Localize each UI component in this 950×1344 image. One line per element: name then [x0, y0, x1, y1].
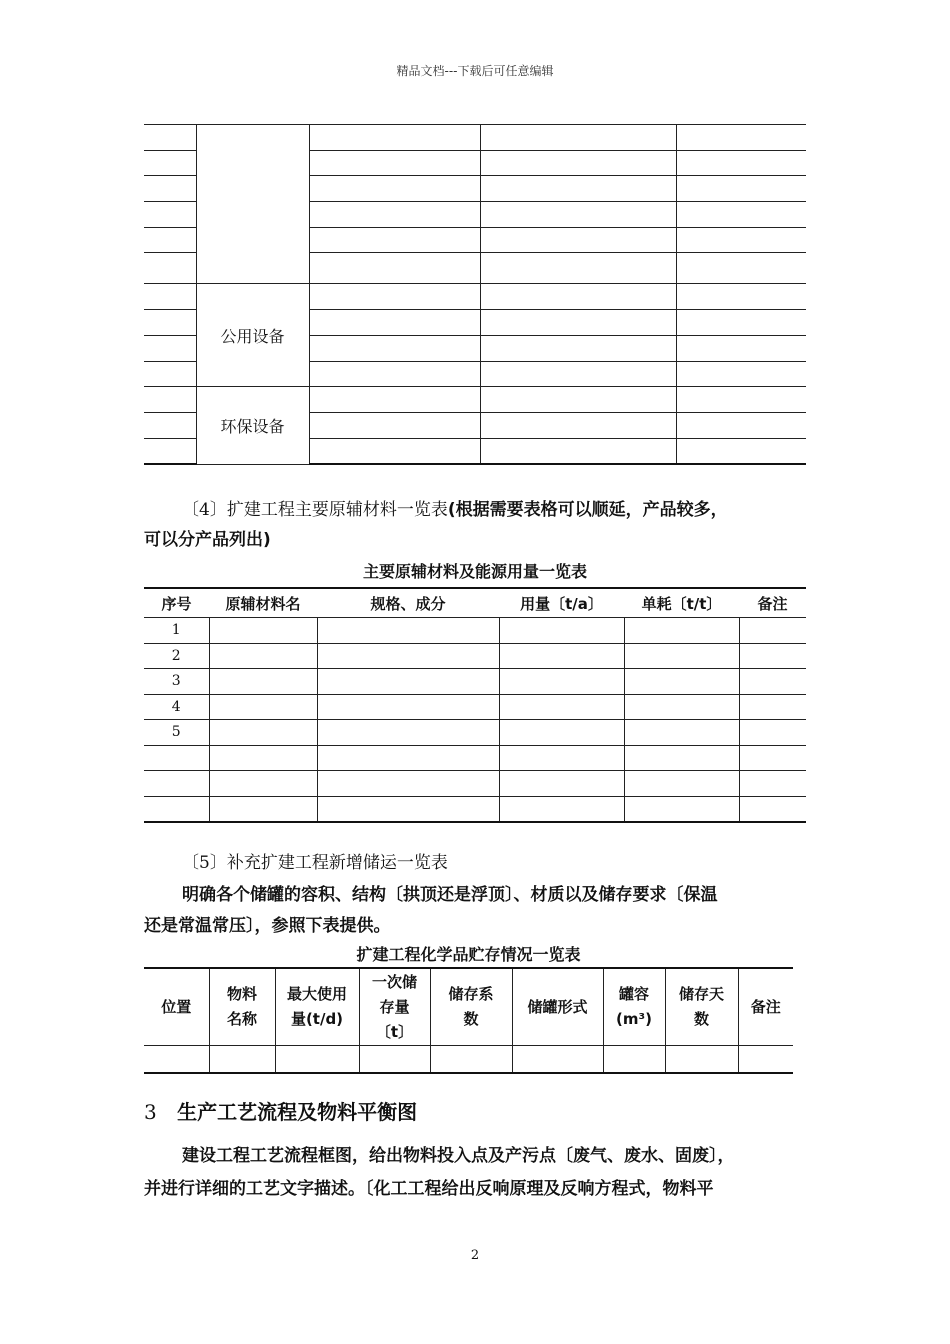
table-row	[144, 796, 806, 822]
row-number: 2	[144, 643, 209, 669]
col-header: 最大使用量(t/d)	[275, 968, 359, 1046]
row-number: 1	[144, 618, 209, 644]
col-header: 备注	[739, 588, 806, 618]
col-header: 用量〔t/a〕	[499, 588, 624, 618]
table-row	[144, 125, 806, 151]
section5-line1: 明确各个储罐的容积、结构〔拱顶还是浮顶〕、材质以及储存要求〔保温	[182, 885, 718, 905]
page-header: 精品文档---下载后可任意编辑	[396, 64, 554, 78]
col-header: 一次储存量〔t〕	[359, 968, 430, 1046]
section5-line2: 还是常温常压〕，参照下表提供。	[144, 916, 391, 936]
row-number: 5	[144, 720, 209, 746]
equipment-table	[144, 124, 806, 465]
category-public-equipment: 公用设备	[196, 284, 309, 387]
section3-line1: 建设工程工艺流程框图，给出物料投入点及产污点〔废气、废水、固废〕，	[182, 1146, 735, 1166]
section3-title: 生产工艺流程及物料平衡图	[177, 1100, 418, 1124]
table-header-row	[144, 588, 806, 618]
table-row	[144, 284, 806, 310]
col-header: 物料名称	[209, 968, 275, 1046]
table-row	[144, 618, 806, 644]
row-number: 4	[144, 694, 209, 720]
col-header: 序号	[144, 588, 209, 618]
section4-line1	[182, 494, 812, 526]
col-header: 位置	[144, 968, 209, 1046]
table-row	[144, 669, 806, 695]
section4-note: (根据需要表格可以顺延，产品较多，	[447, 500, 728, 520]
col-header: 规格、成分	[317, 588, 499, 618]
col-header: 原辅材料名	[209, 588, 317, 618]
col-header: 备注	[738, 968, 793, 1046]
category-env-equipment: 环保设备	[196, 387, 309, 465]
section3-line2: 并进行详细的工艺文字描述。〔化工工程给出反响原理及反响方程式，物料平	[144, 1179, 714, 1199]
row-number: 3	[144, 669, 209, 695]
table-row	[144, 771, 806, 797]
row-number	[144, 745, 209, 771]
table-row	[144, 643, 806, 669]
section4-prefix: 〔4〕扩建工程主要原辅材料一览表	[182, 500, 448, 520]
table-row	[144, 1046, 793, 1074]
section4-line2: 可以分产品列出)	[144, 530, 271, 550]
storage-table-caption: 扩建工程化学品贮存情况一览表	[356, 945, 581, 964]
section5-title: 〔5〕补充扩建工程新增储运一览表	[182, 853, 448, 873]
table-row	[144, 720, 806, 746]
table-row	[144, 387, 806, 413]
page-number: 2	[470, 1248, 480, 1263]
row-number	[144, 796, 209, 822]
col-header: 储存系数	[430, 968, 512, 1046]
table-row	[144, 745, 806, 771]
materials-table-caption: 主要原辅材料及能源用量一览表	[362, 562, 587, 581]
materials-table	[144, 587, 806, 823]
category-cell	[196, 125, 309, 284]
row-number	[144, 771, 209, 797]
section3-heading	[144, 1096, 417, 1125]
col-header: 单耗〔t/t〕	[624, 588, 739, 618]
col-header: 储罐形式	[512, 968, 603, 1046]
col-header: 储存天数	[665, 968, 738, 1046]
table-header-row	[144, 968, 793, 1046]
storage-table	[144, 967, 793, 1074]
section3-number: 3	[144, 1100, 157, 1124]
table-row	[144, 694, 806, 720]
col-header: 罐容(m³)	[603, 968, 665, 1046]
